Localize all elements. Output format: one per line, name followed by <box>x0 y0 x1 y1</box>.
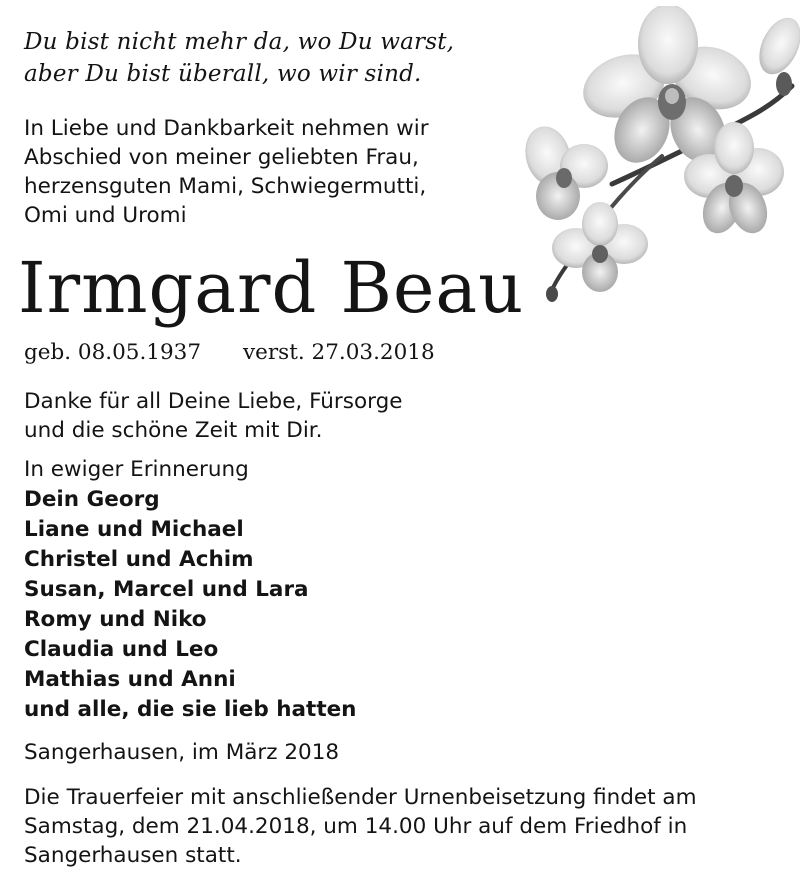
mourner-name: Romy und Niko <box>24 607 207 632</box>
deceased-name: Irmgard Beau <box>18 247 525 329</box>
motto-line: Du bist nicht mehr da, wo Du warst, <box>24 29 455 55</box>
intro-line: Abschied von meiner geliebten Frau, <box>24 145 419 170</box>
birth-date: geb. 08.05.1937 <box>24 340 202 365</box>
place-date: Sangerhausen, im März 2018 <box>24 740 340 765</box>
service-line: Sangerhausen statt. <box>24 843 242 868</box>
orchid-icon <box>522 6 800 306</box>
mourners-heading: In ewiger Erinnerung <box>24 457 249 482</box>
thanks-line: und die schöne Zeit mit Dir. <box>24 418 323 443</box>
thanks-text <box>24 387 402 445</box>
service-line: Samstag, dem 21.04.2018, um 14.00 Uhr auf dem Friedhof in <box>24 814 688 839</box>
mourner-name: und alle, die sie lieb hatten <box>24 697 357 722</box>
mourner-name: Mathias und Anni <box>24 667 236 692</box>
intro-line: herzensguten Mami, Schwiegermutti, <box>24 174 427 199</box>
mourner-name: Christel und Achim <box>24 547 254 572</box>
intro-text <box>24 114 429 230</box>
thanks-line: Danke für all Deine Liebe, Fürsorge <box>24 389 403 414</box>
mourner-name: Liane und Michael <box>24 517 244 542</box>
death-date: verst. 27.03.2018 <box>243 340 435 365</box>
service-line: Die Trauerfeier mit anschließender Urnenbeisetzung findet am <box>24 785 697 810</box>
intro-line: In Liebe und Dankbarkeit nehmen wir <box>24 116 429 141</box>
mourner-name: Susan, Marcel und Lara <box>24 577 309 602</box>
mourners-list <box>24 455 356 725</box>
motto-line: aber Du bist überall, wo wir sind. <box>24 61 422 87</box>
mourner-name: Dein Georg <box>24 487 160 512</box>
motto <box>24 26 454 90</box>
service-notice <box>24 783 697 870</box>
intro-line: Omi und Uromi <box>24 203 187 228</box>
life-dates <box>24 338 435 368</box>
mourner-name: Claudia und Leo <box>24 637 219 662</box>
